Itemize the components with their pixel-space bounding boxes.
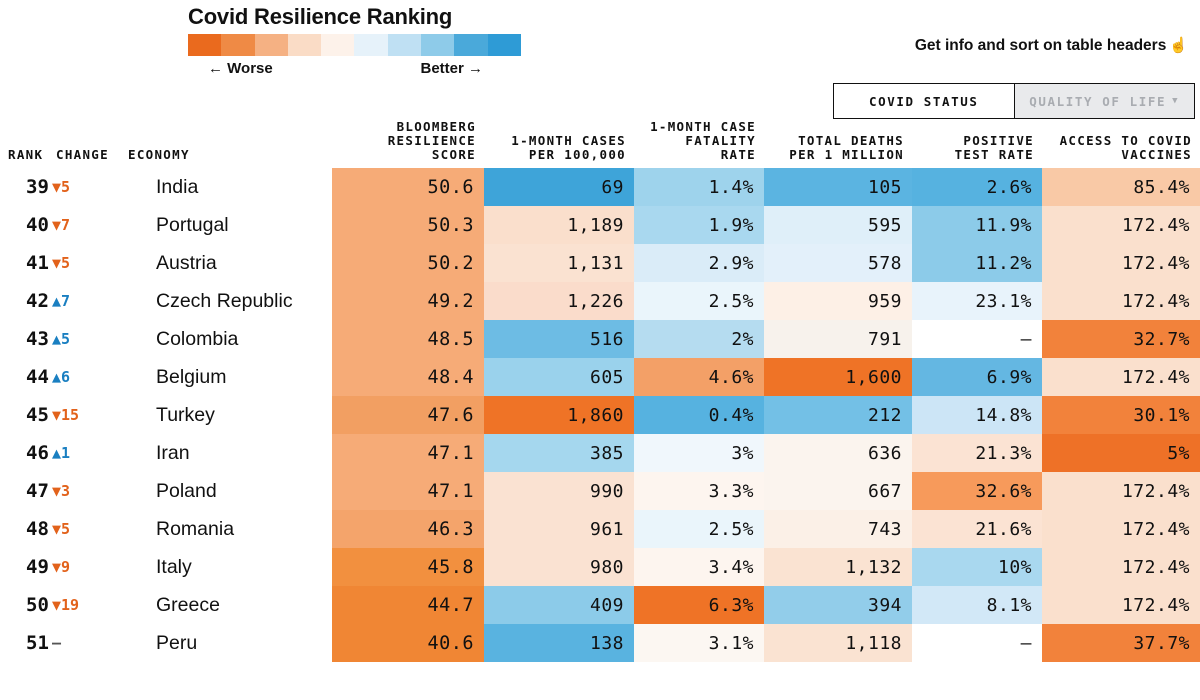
cell-total-deaths: 1,118 [764, 624, 912, 662]
cell-economy: Iran [156, 441, 190, 464]
cell-resilience-score: 50.3 [332, 206, 484, 244]
legend-worse-label: ← Worse [208, 60, 273, 77]
cell-change: ▼19 [52, 596, 80, 614]
cell-case-fatality-rate: 3.1% [634, 624, 764, 662]
cell-economy: Czech Republic [156, 289, 293, 312]
page-title: Covid Resilience Ranking [188, 4, 453, 29]
table-row[interactable] [0, 434, 1200, 472]
col-header-resilience-score[interactable]: BLOOMBERG RESILIENCE SCORE [332, 120, 484, 168]
cell-rank: 50 [26, 594, 49, 616]
cell-positive-test-rate: 11.9% [912, 206, 1042, 244]
cell-rank: 45 [26, 404, 49, 426]
cell-case-fatality-rate: 6.3% [634, 586, 764, 624]
cell-change: – [52, 634, 62, 652]
cell-change: ▲1 [52, 444, 71, 462]
pointing-hand-icon: ☝ [1169, 37, 1188, 54]
cell-cases-per-100k: 961 [484, 510, 634, 548]
cell-case-fatality-rate: 2% [634, 320, 764, 358]
cell-cases-per-100k: 385 [484, 434, 634, 472]
cell-rank: 41 [26, 252, 49, 274]
table-row[interactable] [0, 472, 1200, 510]
sort-hint-text: Get info and sort on table headers [914, 37, 1167, 54]
legend-swatch [321, 34, 354, 56]
cell-resilience-score: 47.1 [332, 472, 484, 510]
cell-change: ▲5 [52, 330, 71, 348]
cell-change: ▼15 [52, 406, 80, 424]
cell-economy: India [156, 175, 199, 198]
cell-vaccine-access: 172.4% [1042, 548, 1200, 586]
col-header-case-fatality-rate[interactable]: 1-MONTH CASE FATALITY RATE [634, 120, 764, 168]
cell-case-fatality-rate: 2.5% [634, 282, 764, 320]
cell-positive-test-rate: 10% [912, 548, 1042, 586]
cell-cases-per-100k: 69 [484, 168, 634, 206]
cell-rank: 47 [26, 480, 49, 502]
cell-case-fatality-rate: 2.5% [634, 510, 764, 548]
cell-case-fatality-rate: 1.4% [634, 168, 764, 206]
cell-rank: 49 [26, 556, 49, 578]
cell-positive-test-rate: – [912, 624, 1042, 662]
cell-vaccine-access: 30.1% [1042, 396, 1200, 434]
color-legend-labels [188, 60, 521, 82]
cell-positive-test-rate: 2.6% [912, 168, 1042, 206]
table-row[interactable] [0, 624, 1200, 662]
cell-total-deaths: 212 [764, 396, 912, 434]
cell-case-fatality-rate: 3.3% [634, 472, 764, 510]
cell-resilience-score: 48.4 [332, 358, 484, 396]
cell-total-deaths: 791 [764, 320, 912, 358]
cell-change: ▼5 [52, 520, 71, 538]
cell-total-deaths: 743 [764, 510, 912, 548]
cell-positive-test-rate: – [912, 320, 1042, 358]
legend-swatch [188, 34, 221, 56]
cell-change: ▼3 [52, 482, 71, 500]
legend-swatch [255, 34, 288, 56]
cell-economy: Greece [156, 593, 220, 616]
cell-positive-test-rate: 23.1% [912, 282, 1042, 320]
cell-resilience-score: 47.1 [332, 434, 484, 472]
table-header-row [0, 120, 1200, 168]
col-header-total-deaths[interactable]: TOTAL DEATHS PER 1 MILLION [764, 120, 912, 168]
cell-rank: 44 [26, 366, 49, 388]
tab-quality-of-life[interactable] [1015, 84, 1195, 118]
cell-cases-per-100k: 516 [484, 320, 634, 358]
cell-total-deaths: 636 [764, 434, 912, 472]
cell-resilience-score: 49.2 [332, 282, 484, 320]
table-row[interactable] [0, 168, 1200, 206]
cell-case-fatality-rate: 2.9% [634, 244, 764, 282]
col-header-vaccine-access[interactable]: ACCESS TO COVID VACCINES [1042, 120, 1200, 168]
cell-economy: Romania [156, 517, 235, 540]
cell-total-deaths: 105 [764, 168, 912, 206]
cell-total-deaths: 667 [764, 472, 912, 510]
table-body [0, 168, 1200, 662]
legend-swatch [388, 34, 421, 56]
col-header-change[interactable]: CHANGE [48, 120, 120, 168]
cell-vaccine-access: 172.4% [1042, 472, 1200, 510]
cell-resilience-score: 47.6 [332, 396, 484, 434]
cell-rank: 40 [26, 214, 49, 236]
cell-total-deaths: 578 [764, 244, 912, 282]
cell-cases-per-100k: 1,226 [484, 282, 634, 320]
cell-total-deaths: 394 [764, 586, 912, 624]
cell-positive-test-rate: 11.2% [912, 244, 1042, 282]
legend-better-label: Better → [420, 60, 483, 77]
cell-resilience-score: 48.5 [332, 320, 484, 358]
col-header-positive-test-rate[interactable]: POSITIVE TEST RATE [912, 120, 1042, 168]
cell-vaccine-access: 172.4% [1042, 358, 1200, 396]
cell-case-fatality-rate: 0.4% [634, 396, 764, 434]
cell-resilience-score: 44.7 [332, 586, 484, 624]
col-header-cases-per-100k[interactable]: 1-MONTH CASES PER 100,000 [484, 120, 634, 168]
cell-vaccine-access: 172.4% [1042, 586, 1200, 624]
cell-vaccine-access: 172.4% [1042, 282, 1200, 320]
cell-positive-test-rate: 8.1% [912, 586, 1042, 624]
cell-vaccine-access: 32.7% [1042, 320, 1200, 358]
cell-cases-per-100k: 138 [484, 624, 634, 662]
col-header-economy[interactable]: ECONOMY [120, 120, 332, 168]
cell-resilience-score: 46.3 [332, 510, 484, 548]
legend-swatch [221, 34, 254, 56]
cell-positive-test-rate: 21.3% [912, 434, 1042, 472]
table-row[interactable] [0, 320, 1200, 358]
sort-hint [915, 36, 1188, 55]
cell-total-deaths: 959 [764, 282, 912, 320]
cell-cases-per-100k: 605 [484, 358, 634, 396]
cell-economy: Peru [156, 631, 198, 654]
cell-total-deaths: 1,600 [764, 358, 912, 396]
color-legend-gradient [188, 34, 521, 56]
cell-positive-test-rate: 32.6% [912, 472, 1042, 510]
cell-vaccine-access: 172.4% [1042, 244, 1200, 282]
cell-cases-per-100k: 1,131 [484, 244, 634, 282]
cell-case-fatality-rate: 4.6% [634, 358, 764, 396]
cell-economy: Austria [156, 251, 217, 274]
cell-change: ▲6 [52, 368, 71, 386]
table-row[interactable] [0, 206, 1200, 244]
legend-swatch [421, 34, 454, 56]
cell-resilience-score: 45.8 [332, 548, 484, 586]
cell-resilience-score: 50.6 [332, 168, 484, 206]
table-row[interactable] [0, 244, 1200, 282]
cell-rank: 43 [26, 328, 49, 350]
cell-positive-test-rate: 21.6% [912, 510, 1042, 548]
cell-vaccine-access: 37.7% [1042, 624, 1200, 662]
cell-cases-per-100k: 980 [484, 548, 634, 586]
cell-cases-per-100k: 1,860 [484, 396, 634, 434]
cell-change: ▼5 [52, 178, 71, 196]
table-row[interactable] [0, 586, 1200, 624]
cell-economy: Italy [156, 555, 192, 578]
cell-positive-test-rate: 6.9% [912, 358, 1042, 396]
cell-vaccine-access: 85.4% [1042, 168, 1200, 206]
cell-case-fatality-rate: 1.9% [634, 206, 764, 244]
chevron-down-icon: ▼ [1172, 96, 1180, 106]
tab-quality-of-life-label: QUALITY OF LIFE [1029, 93, 1167, 109]
table-row[interactable] [0, 358, 1200, 396]
table-row[interactable] [0, 396, 1200, 434]
cell-change: ▼5 [52, 254, 71, 272]
legend-swatch [354, 34, 387, 56]
cell-rank: 42 [26, 290, 49, 312]
cell-case-fatality-rate: 3% [634, 434, 764, 472]
legend-swatch [454, 34, 487, 56]
cell-total-deaths: 1,132 [764, 548, 912, 586]
legend-swatch [288, 34, 321, 56]
cell-rank: 51 [26, 632, 49, 654]
cell-rank: 46 [26, 442, 49, 464]
cell-change: ▼9 [52, 558, 71, 576]
cell-economy: Belgium [156, 365, 227, 388]
cell-change: ▼7 [52, 216, 71, 234]
cell-cases-per-100k: 990 [484, 472, 634, 510]
cell-change: ▲7 [52, 292, 71, 310]
table-row[interactable] [0, 282, 1200, 320]
cell-vaccine-access: 172.4% [1042, 510, 1200, 548]
cell-positive-test-rate: 14.8% [912, 396, 1042, 434]
cell-resilience-score: 50.2 [332, 244, 484, 282]
legend-swatch [488, 34, 521, 56]
col-header-rank[interactable]: RANK [0, 120, 48, 168]
cell-resilience-score: 40.6 [332, 624, 484, 662]
cell-case-fatality-rate: 3.4% [634, 548, 764, 586]
cell-cases-per-100k: 409 [484, 586, 634, 624]
cell-cases-per-100k: 1,189 [484, 206, 634, 244]
cell-vaccine-access: 172.4% [1042, 206, 1200, 244]
cell-rank: 48 [26, 518, 49, 540]
table-row[interactable] [0, 548, 1200, 586]
cell-economy: Poland [156, 479, 217, 502]
cell-total-deaths: 595 [764, 206, 912, 244]
cell-vaccine-access: 5% [1042, 434, 1200, 472]
cell-economy: Turkey [156, 403, 215, 426]
tab-covid-status-label: COVID STATUS [868, 93, 979, 109]
ranking-table [0, 120, 1200, 662]
cell-economy: Colombia [156, 327, 239, 350]
cell-rank: 39 [26, 176, 49, 198]
view-toggle-tabs[interactable] [833, 83, 1195, 119]
cell-economy: Portugal [156, 213, 229, 236]
table-row[interactable] [0, 510, 1200, 548]
tab-covid-status[interactable] [834, 84, 1015, 118]
